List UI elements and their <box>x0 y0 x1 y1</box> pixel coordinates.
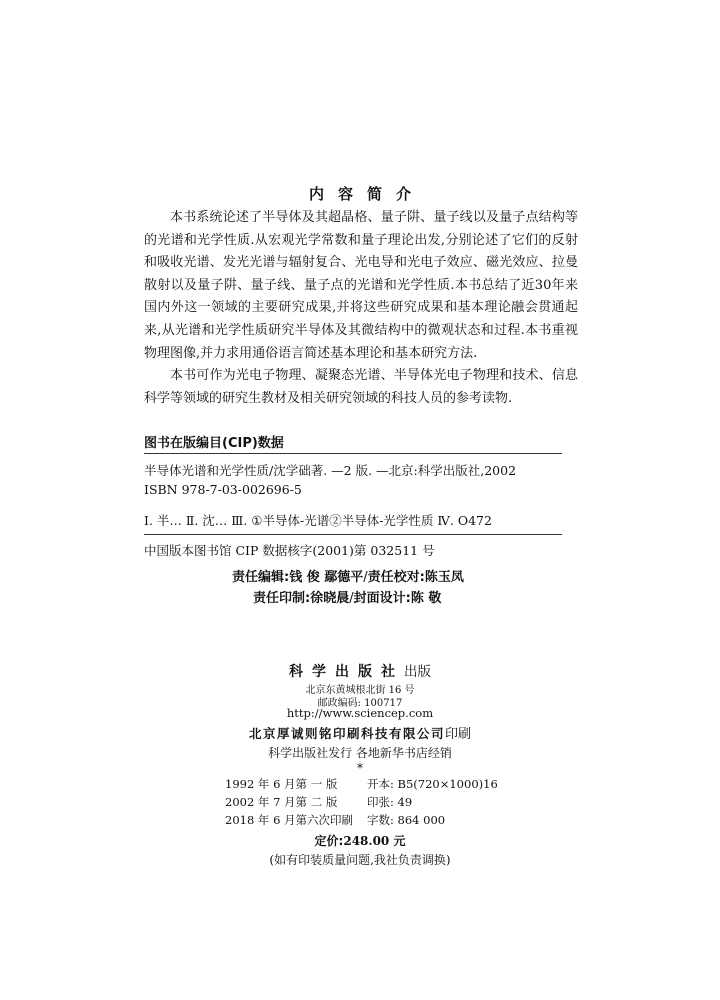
price-line <box>0 832 720 849</box>
proofreader-label: 责任校对: <box>367 570 425 585</box>
credits-separator: / <box>363 570 368 585</box>
edition-date: 1992 年 6 月第 一 版 <box>225 777 338 791</box>
quality-notice: (如有印装质量问题,我社负责调换) <box>269 853 451 867</box>
printer-name: 北京厚诚则铭印刷科技有限公司 <box>248 726 445 741</box>
cover-label: 封面设计: <box>353 591 411 606</box>
proofreader-name: 陈玉凤 <box>424 570 464 585</box>
price-value: 248.00 元 <box>343 834 406 848</box>
edition-spec: 印张: 49 <box>367 795 413 809</box>
edition-date: 2002 年 7 月第 二 版 <box>225 795 338 809</box>
summary-paragraph-1: 本书系统论述了半导体及其超晶格、量子阱、量子线以及量子点结构等的光谱和光学性质.从宏观光学常数和量子理论出发,分别论述了它们的反射和吸收光谱、发光光谱与辐射复合、光电导和光电子效应、磁光效应、拉曼散射以及量子阱、量子线、量子点的光谱和光学性质.本书总结了近30年来国内外这一领域的主要研究成果,并将这些研究成果和基本理论融会贯通起来,从光谱和光学性质研究半导体及其微结构中的微观状态和过程.本书重视物理图像,并力求用通俗语言简述基本理论和基本研究方法. <box>144 210 578 361</box>
credits-separator: / <box>349 591 354 606</box>
editor-label: 责任编辑: <box>232 570 290 585</box>
edition-row <box>225 794 412 810</box>
cip-top-divider <box>144 453 562 454</box>
print-name: 徐晓晨 <box>310 591 350 606</box>
publisher-line <box>0 660 720 681</box>
summary-title: 内容简介 <box>308 185 425 203</box>
cip-title: 图书在版编目(CIP)数据 <box>144 436 284 451</box>
star-separator: * <box>357 761 363 775</box>
cip-isbn: ISBN 978-7-03-002696-5 <box>144 482 302 497</box>
cip-verification-number: 中国版本图书馆 CIP 数据核字(2001)第 032511 号 <box>144 543 435 558</box>
edition-spec: 字数: 864 000 <box>367 813 446 827</box>
price-label: 定价: <box>314 834 344 848</box>
cip-classification: Ⅰ. 半… Ⅱ. 沈… Ⅲ. ①半导体-光谱②半导体-光学性质 Ⅳ. O472 <box>144 513 492 528</box>
edition-spec: 开本: B5(720×1000)16 <box>367 777 498 791</box>
publisher-url: http://www.sciencep.com <box>286 706 434 720</box>
edition-row <box>225 812 445 828</box>
print-credits-line <box>253 587 441 606</box>
summary-body <box>144 207 578 410</box>
publisher-postcode: 邮政编码: 100717 <box>317 698 403 709</box>
edition-row <box>225 776 498 792</box>
printer-line <box>0 723 720 742</box>
distribution-line: 科学出版社发行 各地新华书店经销 <box>268 746 452 760</box>
editor-credits-line <box>232 566 464 585</box>
print-label: 责任印制: <box>253 591 311 606</box>
edition-date: 2018 年 6 月第六次印刷 <box>225 813 354 827</box>
cover-name: 陈 敬 <box>410 591 442 606</box>
publisher-name: 科学出版社 <box>289 664 404 680</box>
summary-paragraph-2: 本书可作为光电子物理、凝聚态光谱、半导体光电子物理和技术、信息科学等领域的研究生教材及相关研究领域的科技人员的参考读物. <box>144 368 578 406</box>
publisher-suffix: 出版 <box>404 664 431 680</box>
printer-suffix: 印刷 <box>445 727 472 742</box>
publisher-address: 北京东黄城根北街 16 号 <box>305 685 415 696</box>
cip-bottom-divider <box>144 534 562 535</box>
cip-bibliographic-line: 半导体光谱和光学性质/沈学础著. —2 版. —北京:科学出版社,2002 <box>144 463 517 478</box>
editor-names: 钱 俊 鄢德平 <box>289 570 364 585</box>
